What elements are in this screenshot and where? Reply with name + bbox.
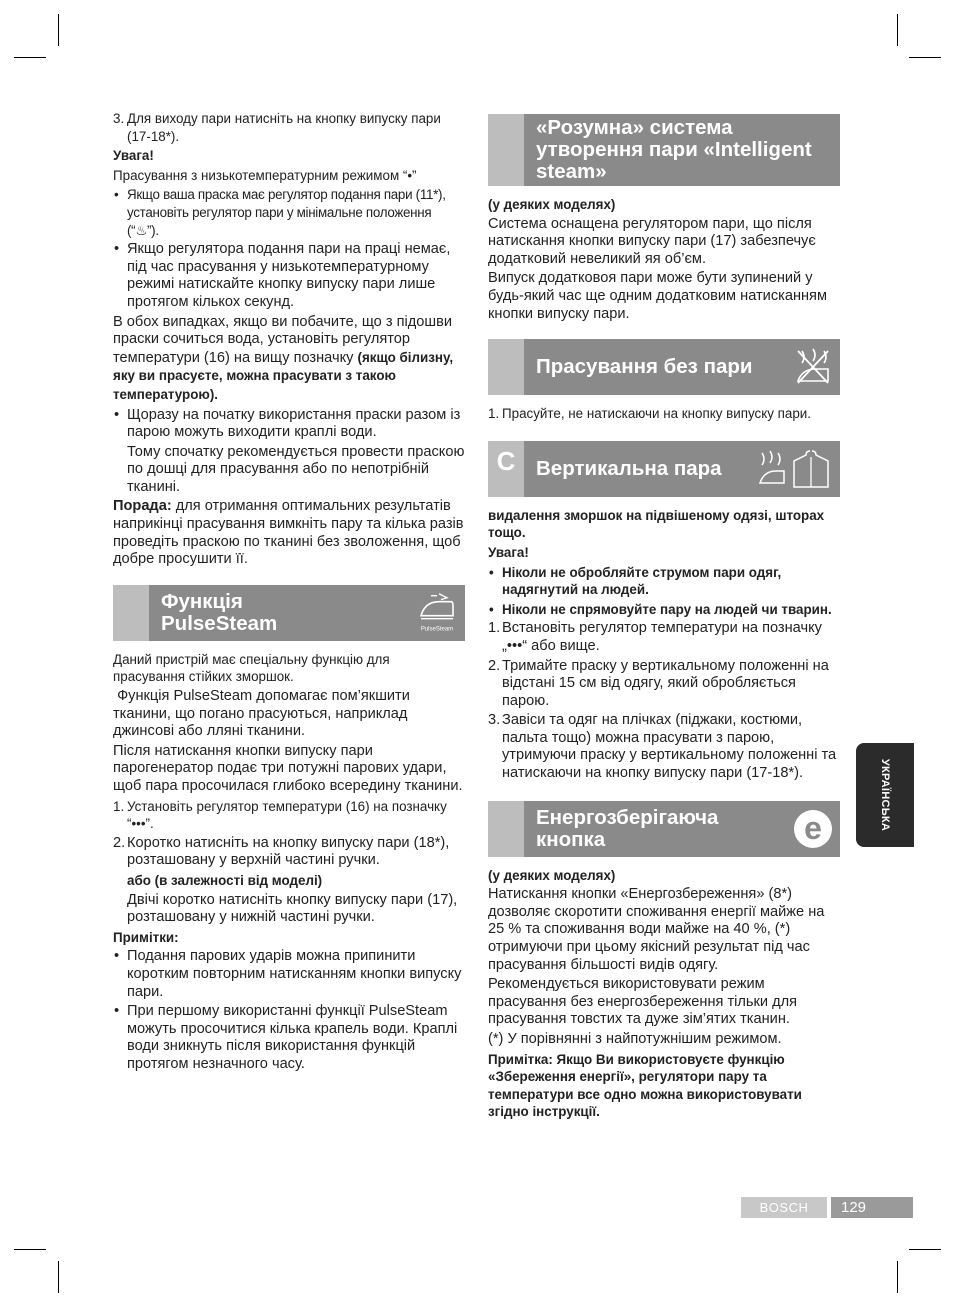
- crop-mark: [14, 1249, 46, 1250]
- tip: Порада: для отримання оптимальних результатів наприкінці прасування вимкніть пару та кілька разів проведіть праскою по тканині без зволоження, щоб добре просушити її.: [113, 498, 464, 568]
- or-model-label: або (в залежності від моделі): [127, 872, 323, 888]
- left-column: [113, 110, 465, 1076]
- paragraph: Даний пристрій має спеціальну функцію для прасування стійких зморшок.: [113, 651, 390, 685]
- list-item: • Ніколи не спрямовуйте пару на людей чи тварин.: [488, 601, 840, 619]
- paragraph: В обох випадках, якщо ви побачите, що з підошви праски сочиться вода, установіть регулятор температури (16) на вищу позначку (якщо білизну, яку ви прасуєте, можна прасувати з такою температурою).: [113, 313, 454, 402]
- right-column: [488, 104, 840, 1123]
- iron-icon: [417, 592, 457, 622]
- paragraph: Функція PulseSteam допомагає пом’якшити тканини, що погано прасуються, наприклад джинсові або лляні тканини.: [113, 688, 414, 740]
- eco-heading: [488, 801, 840, 857]
- paragraph: Випуск додатковоя пари може бути зупинений у будь-який час ще одним додатковим натисканням кнопки випуску пари.: [488, 270, 827, 322]
- warning-label: Увага!: [488, 544, 529, 560]
- heading-title: Функція PulseSteam: [161, 589, 278, 635]
- paragraph: Двічі коротко натисніть кнопку випуску пари (17), розташовану у нижній частині ручки.: [127, 891, 458, 926]
- list-item: • При першому використанні функції PulseSteam можуть просочитися кілька крапель води. Краплі води зникнуть після використання функцій протягом незначного часу.: [113, 1003, 465, 1073]
- eco-icon: [794, 810, 832, 848]
- paragraph: Тому спочатку рекомендується провести праскою по дошці для прасування або по непотрібній тканині.: [127, 443, 465, 495]
- heading-strip: [488, 801, 524, 857]
- heading-title: Прасування без пари: [536, 355, 753, 379]
- eco-note: Примітка: Якщо Ви використовуєте функцію «Збереження енергії», регулятори пару та температури все одно можна використовувати згідно інструкції.: [488, 1051, 802, 1120]
- paragraph: Після натискання кнопки випуску пари парогенератор подає три потужні парових удари, щоб пара просочилася глибоко всередину тканини.: [113, 742, 463, 794]
- vertical-steam-heading: [488, 441, 840, 497]
- crop-mark: [14, 57, 46, 58]
- pulsesteam-heading: [113, 585, 465, 641]
- icon-caption: PulseSteam: [420, 627, 454, 634]
- list-item: • Щоразу на початку використання праски разом із парою можуть виходити краплі води.: [113, 407, 465, 442]
- warning-label: Увага!: [113, 148, 154, 164]
- intelligent-steam-heading: [488, 114, 840, 186]
- vertical-intro: видалення зморшок на підвішеному одязі, шторах тощо.: [488, 507, 825, 541]
- step-3: 3. Для виходу пари натисніть на кнопку випуску пари (17-18*).: [113, 111, 441, 144]
- crop-mark: [909, 1249, 941, 1250]
- step-1: 1. Прасуйте, не натискаючи на кнопку випуску пари.: [488, 406, 811, 422]
- heading-title: Енергозберігаюча кнопка: [536, 805, 719, 851]
- crop-mark: [897, 14, 898, 46]
- step-2: 2. Тримайте праску у вертикальному положенні на відстані 15 см від одягу, який обробляється парою.: [488, 657, 829, 709]
- step-1: 1. Установіть регулятор температури (16) на позначку “•••”.: [113, 798, 447, 832]
- list-item: • Якщо ваша праска має регулятор подання пари (11*), установіть регулятор пари у мінімальне положення (“♨”).: [113, 186, 465, 239]
- paragraph: Натискання кнопки «Енергозбереження» (8*) дозволяє скоротити споживання енергії майже на 25 % та споживання води майже на 40 %, (*) отримуючи при цьому якісний результат під час прасування більшості видів одягу.: [488, 886, 825, 973]
- paragraph: Рекомендується використовувати режим прасування без енергозбереження тільки для прасування товстих та дуже зім’ятих тканин.: [488, 976, 798, 1028]
- no-steam-heading: [488, 339, 840, 395]
- models-note: (у деяких моделях): [488, 867, 616, 883]
- crop-mark: [909, 57, 941, 58]
- crop-mark: [897, 1261, 898, 1293]
- eco-badge-letter: e: [804, 809, 822, 846]
- language-tab-label: УКРАЇНСЬКА: [879, 758, 891, 832]
- heading-strip: [488, 339, 524, 395]
- heading-title: «Розумна» система утворення пари «Intelligent steam»: [536, 116, 812, 183]
- list-item: • Подання парових ударів можна припинити коротким повторним натисканням кнопки випуску пари.: [113, 948, 465, 1001]
- low-temp-text: Прасування з низькотемпературним режимом “•”: [113, 167, 417, 183]
- page-number: 129: [831, 1197, 913, 1218]
- language-tab: [856, 743, 914, 847]
- step-2: 2. Коротко натисніть на кнопку випуску пари (18*), розташовану у верхній частині ручки.: [113, 834, 450, 869]
- heading-strip: C: [488, 441, 524, 497]
- vertical-steam-icon: [756, 447, 832, 491]
- step-1: 1. Встановіть регулятор температури на позначку „•••“ або вище.: [488, 620, 822, 654]
- step-3: 3. Завіси та одяг на плічках (піджаки, костюми, пальта тощо) можна прасувати з парою, утримуючи праску у вертикальному положенні та натискаючи на кнопку випуску пари (17-18*).: [488, 712, 837, 782]
- pulsesteam-icon: [417, 592, 457, 635]
- heading-strip: [113, 585, 149, 641]
- models-note: (у деяких моделях): [488, 197, 616, 212]
- heading-strip: [488, 114, 524, 186]
- paragraph: Система оснащена регулятором пари, що після натискання кнопки випуску пари (17) забезпечує додатковий невеликий яя об’єм.: [488, 215, 816, 267]
- crop-mark: [58, 1261, 59, 1293]
- heading-title: Вертикальна пара: [536, 456, 722, 480]
- no-steam-icon: [794, 347, 832, 387]
- crop-mark: [58, 14, 59, 46]
- footer-brand: BOSCH: [741, 1197, 827, 1218]
- list-item: • Якщо регулятора подання пари на праці немає, під час прасування у низькотемпературному режимі натискайте кнопку випуску пари лише протягом кількох секунд.: [113, 241, 465, 311]
- list-item: • Ніколи не обробляйте струмом пари одяг, надягнутий на людей.: [488, 564, 840, 599]
- notes-label: Примітки:: [113, 929, 179, 945]
- paragraph: (*) У порівнянні з найпотужнішим режимом.: [488, 1031, 782, 1047]
